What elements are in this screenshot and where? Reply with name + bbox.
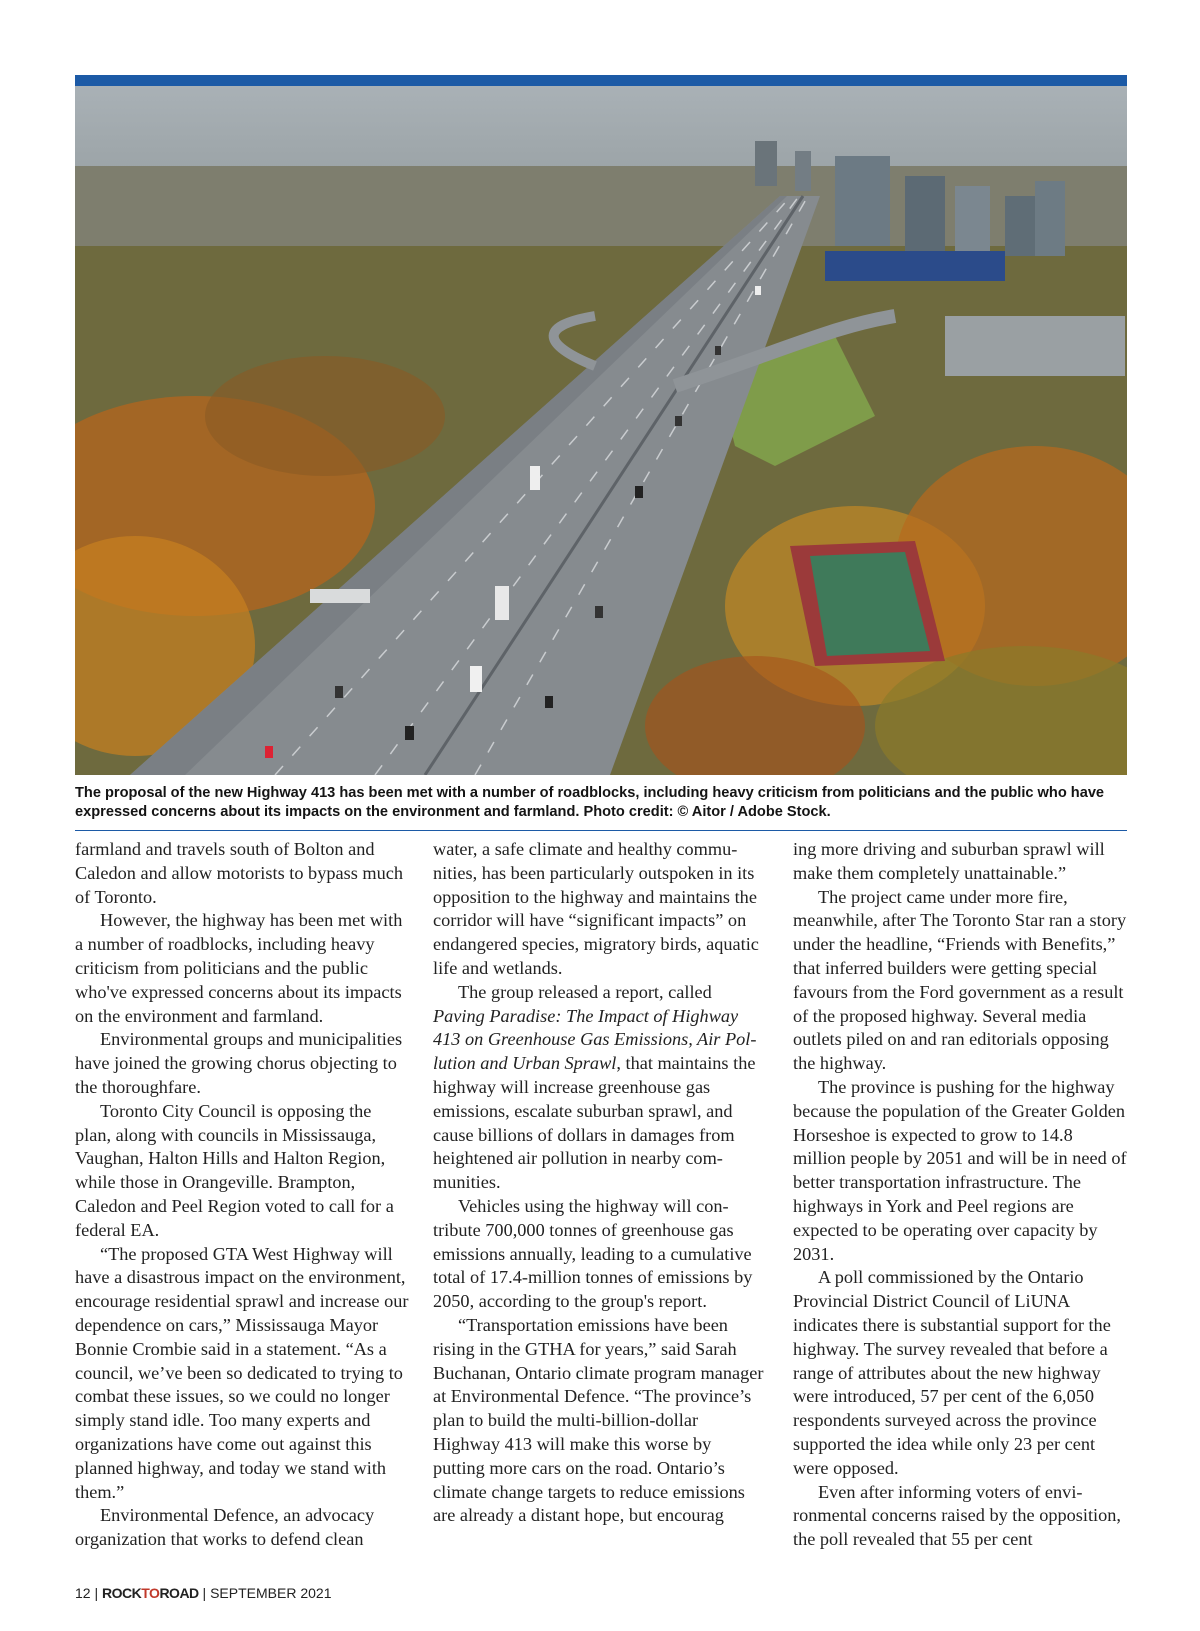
paragraph-text: The group released a report, called: [458, 981, 712, 1002]
report-title: Paving Paradise: The Impact of Highway 413 on Greenhouse Gas Emissions, Air Pollution and Urban Sprawl: [433, 1005, 757, 1074]
paragraph: Vehicles using the highway will contribute 700,000 tonnes of greenhouse gas emissions annually, leading to a cumulative total of 17.4-million tonnes of emissions by 2050, according to the group's report.: [433, 1195, 753, 1312]
paragraph: Toronto City Council is opposing the plan, along with councils in Mississauga, Vaughan, Halton Hills and Halton Region, while those in Orangeville. Brampton, Caledon and Peel Region voted to call for a federal EA.: [75, 1100, 394, 1240]
page-footer: 12 | ROCKTOROAD | SEPTEMBER 2021: [75, 1585, 332, 1601]
paragraph: water, a safe climate and healthy communities, has been particularly outspoken in its opposition to the highway and maintains the corridor will have “significant impacts” on endangered species, migratory birds, aquatic life and wetlands.: [433, 839, 759, 978]
issue-date: SEPTEMBER 2021: [210, 1585, 332, 1601]
top-accent-bar: [75, 75, 1127, 86]
article-column-1: [75, 838, 409, 1552]
logo-part: ROCK: [102, 1585, 142, 1601]
article-column-3: [793, 838, 1127, 1552]
paragraph: ing more driving and suburban sprawl will make them completely unattainable.”: [793, 839, 1105, 883]
paragraph: However, the highway has been met with a number of roadblocks, including heavy criticism from politicians and the public who've expressed concerns about its impacts on the environment and farmland.: [75, 910, 403, 1026]
photo-caption: The proposal of the new Highway 413 has been met with a number of roadblocks, including heavy criticism from politicians and the public who have expressed concerns about its impacts on the environment and farmland. Photo credit: © Aitor / Adobe Stock.: [75, 785, 1105, 820]
paragraph: [433, 981, 767, 1195]
paragraph-text: , that maintains the highway will increase greenhouse gas emissions, escalate suburban sprawl, and cause billions of dollars in damages from heightened air pollution in nearby communities.: [433, 1053, 756, 1193]
highway-aerial-photo: [75, 86, 1127, 775]
paragraph: Even after informing voters of environmental concerns raised by the opposition, the poll revealed that 55 per cent: [793, 1481, 1121, 1550]
page-number: 12: [75, 1585, 91, 1601]
paragraph: “Transportation emissions have been rising in the GTHA for years,” said Sarah Buchanan, Ontario climate program manager at Environmental Defence. “The province’s plan to build the multi-billion-dollar Highway 413 will make this worse by putting more cars on the road. Ontario’s climate change targets to reduce emissions are already a distant hope, but encourag: [433, 1314, 764, 1526]
article-column-2: [433, 838, 767, 1528]
paragraph: “The proposed GTA West Highway will have a disastrous impact on the environment, encourage residential sprawl and increase our dependence on cars,” Mississauga Mayor Bonnie Crombie said in a statement. “As a council, we’ve been so dedicated to trying to combat these issues, so we could no longer simply stand idle. Too many experts and organizations have come out against this planned highway, and today we stand with them.”: [75, 1243, 409, 1502]
logo-part: TO: [141, 1585, 160, 1601]
paragraph: A poll commissioned by the Ontario Provincial District Council of LiUNA indicates there is substantial support for the highway. The survey revealed that before a range of attributes about the new highway were introduced, 57 per cent of the 6,050 respondents surveyed across the province supported the idea while only 23 per cent were opposed.: [793, 1267, 1111, 1478]
magazine-logo: [102, 1585, 199, 1601]
paragraph: Environmental groups and municipalities have joined the growing chorus objecting to the thoroughfare.: [75, 1029, 403, 1097]
logo-part: ROAD: [159, 1585, 199, 1601]
paragraph: The province is pushing for the highway because the population of the Greater Golden Horseshoe is expected to grow to 14.8 million people by 2051 and will be in need of better transportation infrastructure. The highways in York and Peel regions are expected to be operating over capacity by 2031.: [793, 1076, 1127, 1264]
paragraph: The project came under more fire, meanwhile, after The Toronto Star ran a story under the headline, “Friends with Benefits,” that inferred builders were getting special favours from the Ford government as a result of the proposed highway. Several media outlets piled on and ran editorials opposing the highway.: [793, 886, 1127, 1074]
caption-divider: [75, 830, 1127, 831]
paragraph: Environmental Defence, an advocacy organization that works to defend clean: [75, 1505, 375, 1550]
paragraph: farmland and travels south of Bolton and Caledon and allow motorists to bypass much of Toronto.: [75, 839, 404, 907]
